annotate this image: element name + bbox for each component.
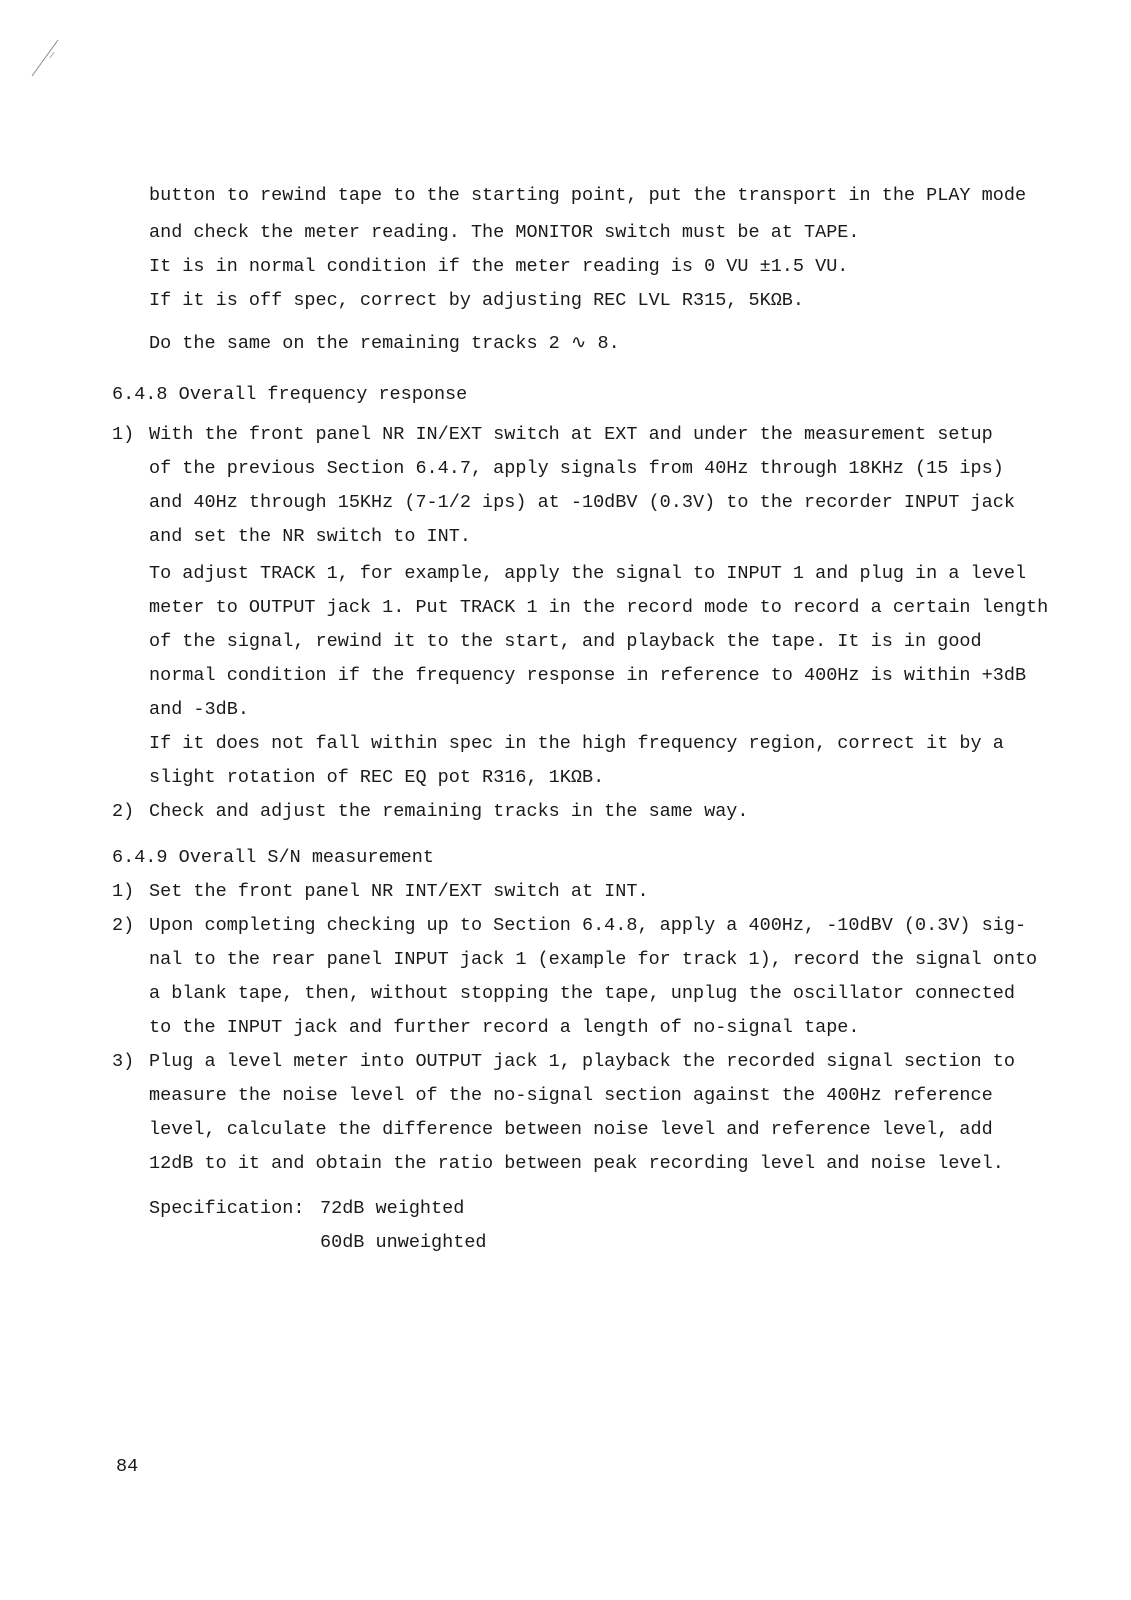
section-649-item1-line-1: Set the front panel NR INT/EXT switch at INT. bbox=[149, 881, 649, 902]
section-649-item3-line-1: Plug a level meter into OUTPUT jack 1, playback the recorded signal section to bbox=[149, 1051, 1015, 1072]
section-649-item2-line-3: a blank tape, then, without stopping the tape, unplug the oscillator connected bbox=[149, 983, 1015, 1004]
section-648-item1-line-6: meter to OUTPUT jack 1. Put TRACK 1 in the record mode to record a certain length bbox=[149, 597, 1049, 618]
section-649-item3-number: 3) bbox=[112, 1051, 135, 1072]
section-648-item1-line-7: of the signal, rewind it to the start, and playback the tape. It is in good bbox=[149, 631, 982, 652]
section-648-item1-line-11: slight rotation of REC EQ pot R316, 1KΩB. bbox=[149, 767, 605, 788]
section-649-item2-line-4: to the INPUT jack and further record a length of no-signal tape. bbox=[149, 1017, 860, 1038]
continuation-line-2: and check the meter reading. The MONITOR switch must be at TAPE. bbox=[149, 222, 860, 243]
section-649-item2-line-2: nal to the rear panel INPUT jack 1 (example for track 1), record the signal onto bbox=[149, 949, 1038, 970]
continuation-line-3: It is in normal condition if the meter reading is 0 VU ±1.5 VU. bbox=[149, 256, 849, 277]
section-649-item2-number: 2) bbox=[112, 915, 135, 936]
section-649-item3-line-3: level, calculate the difference between noise level and reference level, add bbox=[149, 1119, 993, 1140]
section-648-heading: 6.4.8 Overall frequency response bbox=[112, 384, 468, 405]
section-648-item1-line-4: and set the NR switch to INT. bbox=[149, 526, 471, 547]
section-648-item1-line-3: and 40Hz through 15KHz (7-1/2 ips) at -10dBV (0.3V) to the recorder INPUT jack bbox=[149, 492, 1015, 513]
continuation-line-4: If it is off spec, correct by adjusting REC LVL R315, 5KΩB. bbox=[149, 290, 805, 311]
section-648-item1-line-1: With the front panel NR IN/EXT switch at EXT and under the measurement setup bbox=[149, 424, 993, 445]
section-648-item2-line-1: Check and adjust the remaining tracks in the same way. bbox=[149, 801, 749, 822]
section-648-item1-line-10: If it does not fall within spec in the high frequency region, correct it by a bbox=[149, 733, 1004, 754]
section-648-item1-line-9: and -3dB. bbox=[149, 699, 249, 720]
section-649-item3-line-4: 12dB to it and obtain the ratio between peak recording level and noise level. bbox=[149, 1153, 1004, 1174]
section-649-item1-number: 1) bbox=[112, 881, 135, 902]
continuation-line-5: Do the same on the remaining tracks 2 ∿ 8. bbox=[149, 333, 620, 354]
continuation-line-1: button to rewind tape to the starting point, put the transport in the PLAY mode bbox=[149, 185, 1027, 206]
section-648-item1-number: 1) bbox=[112, 424, 135, 445]
pen-stroke-mark bbox=[30, 38, 60, 78]
section-648-item1-line-8: normal condition if the frequency response in reference to 400Hz is within +3dB bbox=[149, 665, 1027, 686]
specification-label: Specification: bbox=[149, 1198, 305, 1219]
section-648-item2-number: 2) bbox=[112, 801, 135, 822]
specification-unweighted: 60dB unweighted bbox=[320, 1232, 487, 1253]
specification-weighted: 72dB weighted bbox=[320, 1198, 465, 1219]
section-648-item1-line-2: of the previous Section 6.4.7, apply signals from 40Hz through 18KHz (15 ips) bbox=[149, 458, 1004, 479]
section-649-item2-line-1: Upon completing checking up to Section 6.4.8, apply a 400Hz, -10dBV (0.3V) sig- bbox=[149, 915, 1027, 936]
page-number: 84 bbox=[116, 1456, 139, 1477]
section-649-heading: 6.4.9 Overall S/N measurement bbox=[112, 847, 434, 868]
section-648-item1-line-5: To adjust TRACK 1, for example, apply the signal to INPUT 1 and plug in a level bbox=[149, 563, 1027, 584]
section-649-item3-line-2: measure the noise level of the no-signal section against the 400Hz reference bbox=[149, 1085, 993, 1106]
